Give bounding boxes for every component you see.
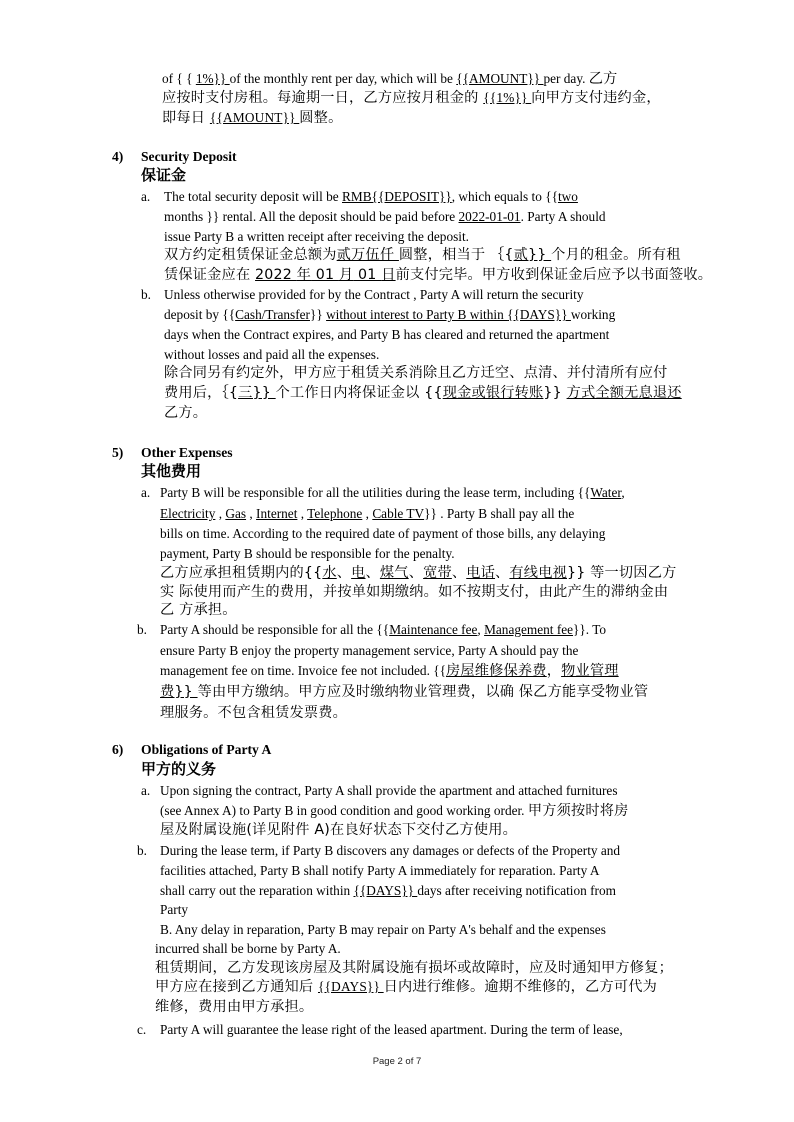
expenses-a-zh-line-3: 乙 方承担。 [160, 602, 237, 618]
management-fee: Management fee [484, 622, 574, 637]
text: 个月的租金。所有租 [551, 247, 681, 263]
text: of the monthly rent per day, which will be [229, 71, 457, 86]
placeholder-days-zh: {{DAYS}} [317, 979, 384, 994]
continuation-line-3 [162, 109, 342, 127]
placeholder-months: two [557, 189, 578, 204]
text: months }} rental. All the deposit should be paid before [164, 209, 459, 224]
text: }} 等一切因乙方 [566, 565, 677, 581]
year: 2022 [255, 267, 297, 283]
utility-gas-zh: 煤气 [379, 565, 409, 581]
text: per day. [543, 71, 589, 86]
expenses-b-en-line-3 [160, 662, 619, 680]
placeholder-amount: {{AMOUNT}} [209, 110, 300, 125]
placeholder-percent: {{1%}} [483, 90, 532, 105]
obligations-a-zh-line-1: 屋及附属设施(详见附件 A)在良好状态下交付乙方使用。 [160, 822, 517, 838]
text: 赁保证金应在 [164, 267, 256, 283]
text: , [246, 506, 257, 521]
text: 双方约定租赁保证金总额为 [164, 247, 337, 263]
section-number: 4) [112, 149, 124, 164]
obligations-a-en-line-1: Upon signing the contract, Party A shall provide the apartment and attached furnitures [160, 783, 618, 798]
utility-electricity: Electricity [160, 506, 216, 521]
text: 即每日 [162, 110, 210, 126]
obligations-b-zh-line-3: 维修，费用由甲方承担。 [155, 999, 314, 1015]
utility-water-zh: 水 [322, 565, 337, 581]
utility-internet-zh: 宽带 [423, 565, 452, 581]
item-marker: c. [137, 1022, 147, 1037]
placeholder-days: {{DAYS}} [507, 307, 571, 322]
deposit-b-en-line-2 [164, 306, 615, 324]
text: , [362, 506, 373, 521]
text: deposit by {{ [164, 307, 236, 322]
text: 日内进行维修。逾期不维修的，乙方可代为 [383, 979, 657, 995]
text: 乙方 [588, 71, 618, 87]
item-marker: b. [137, 843, 147, 858]
expenses-a-zh-line-2: 实 际使用而产生的费用，并按单如期缴纳。如不按期支付，由此产生的滞纳金由 [160, 584, 669, 600]
item-marker: b. [141, 287, 151, 302]
text: Party A should be responsible for all the {{ [160, 622, 390, 637]
obligations-b-en-line-3 [160, 882, 616, 900]
text: ， [546, 663, 562, 679]
placeholder-method: Cash/Transfer [235, 307, 310, 322]
placeholder-months-zh: 贰}} [513, 247, 552, 263]
text: . Party B shall pay all the [440, 506, 575, 521]
placeholder-days: {{DAYS}} [353, 883, 418, 898]
expenses-b-en-line-2: ensure Party B enjoy the property management service, Party A should pay the [160, 643, 579, 658]
text: 日 [381, 267, 396, 283]
placeholder-days-zh: 三}} [238, 385, 276, 401]
section-title-en: Other Expenses [141, 445, 233, 460]
text: 、 [336, 565, 352, 581]
maintenance-fee: Maintenance fee [389, 622, 478, 637]
text: 个工作日内将保证金以 {{ [275, 385, 443, 401]
deposit-amount-zh: 贰万伍仟 [336, 247, 399, 263]
utility-internet: Internet [256, 506, 298, 521]
utility-gas: Gas [225, 506, 247, 521]
deposit-a-en-line-1 [164, 188, 724, 206]
text: 圆整。 [299, 110, 343, 126]
text: The total security deposit will be [164, 189, 342, 204]
utility-cable-tv-zh: 有线电视 [509, 565, 567, 581]
item-marker: a. [141, 485, 151, 500]
deposit-b-zh-line-3: 乙方。 [164, 405, 208, 421]
deposit-a-zh-line-2 [164, 266, 712, 284]
management-fee-zh-end: 费}} [160, 684, 198, 700]
deposit-a-en-line-3: issue Party B a written receipt after receiving the deposit. [164, 229, 469, 244]
expenses-a-en-line-4: payment, Party B should be responsible for the penalty. [160, 546, 455, 561]
expenses-a-zh-line-1 [160, 564, 676, 582]
expenses-b-en-line-1 [160, 621, 606, 639]
obligations-b-en-line-4: Party [160, 902, 189, 917]
deposit-b-zh-line-2 [164, 384, 682, 402]
text: , [215, 506, 226, 521]
section-number: 5) [112, 445, 124, 460]
deposit-a-zh-line-1 [164, 246, 681, 264]
text: 、 [451, 565, 467, 581]
text: working [570, 307, 616, 322]
continuation-line-2 [162, 89, 661, 107]
continuation-line-1 [162, 70, 618, 88]
utility-cable-tv: Cable TV [372, 506, 425, 521]
item-marker: a. [141, 783, 151, 798]
text: }} [424, 506, 441, 521]
text: 、 [408, 565, 424, 581]
text: 等由甲方缴纳。甲方应及时缴纳物业管理费，以确 保乙方能享受物业管 [197, 684, 649, 700]
section-title-en: Obligations of Party A [141, 742, 272, 757]
text: }} [543, 385, 567, 401]
text: shall carry out the reparation within [160, 883, 354, 898]
obligations-c-en-line-1: Party A will guarantee the lease right of the leased apartment. During the term of lease, [160, 1022, 623, 1037]
expenses-b-zh-line-2: 理服务。不包含租赁发票费。 [160, 705, 348, 721]
deposit-date: 2022-01-01 [458, 209, 521, 224]
deposit-b-en-line-1: Unless otherwise provided for by the Contract , Party A will return the security [164, 287, 584, 302]
text: 年 [296, 267, 312, 283]
text: 乙方应承担租赁期内的{{ [160, 565, 323, 581]
text: 费用后，｛{ [164, 385, 239, 401]
text: }}. To [573, 622, 607, 637]
section-title-en: Security Deposit [141, 149, 237, 164]
text: 甲方应在接到乙方通知后 [155, 979, 318, 995]
obligations-b-en-line-6: incurred shall be borne by Party A. [155, 941, 341, 956]
day: 01 [353, 267, 382, 283]
placeholder-percent: 1%}} [195, 71, 230, 86]
text: (see Annex A) to Party B in good condition and good working order. [160, 803, 528, 818]
text: , [621, 485, 625, 500]
section-title-zh: 其他费用 [141, 462, 202, 480]
obligations-b-en-line-2: facilities attached, Party B shall notify Party A immediately for reparation. Party A [160, 863, 600, 878]
page-footer: Page 2 of 7 [372, 1056, 422, 1067]
text: Party B will be responsible for all the utilities during the lease term, including {{ [160, 485, 591, 500]
management-fee-zh: 物业管理 [561, 663, 619, 679]
utility-electricity-zh: 电 [351, 565, 366, 581]
expenses-a-en-line-3: bills on time. According to the required date of payment of those bills, any delaying [160, 526, 606, 541]
text: , [297, 506, 308, 521]
section-title-zh: 保证金 [141, 166, 187, 184]
obligations-b-zh-line-1: 租赁期间，乙方发现该房屋及其附属设施有损坏或故障时，应及时通知甲方修复； [155, 960, 673, 976]
text: }} [309, 307, 327, 322]
text: management fee on time. Invoice fee not included. {{ [160, 663, 446, 678]
text: . Party A should [520, 209, 606, 224]
month: 01 [311, 267, 339, 283]
expenses-a-en-line-1 [160, 484, 625, 502]
text: 前支付完毕。甲方收到保证金后应予以书面签收。 [395, 267, 713, 283]
text: of { { [162, 71, 196, 86]
placeholder-deposit: RMB{{DEPOSIT}} [342, 189, 452, 204]
section-number: 6) [112, 742, 124, 757]
obligations-b-en-line-5: B. Any delay in reparation, Party B may repair on Party A's behalf and the expenses [160, 922, 606, 937]
placeholder-amount: {{AMOUNT}} [456, 71, 544, 86]
text: 月 [338, 267, 354, 283]
utility-water: Water [590, 485, 622, 500]
obligations-a-en-line-2 [160, 802, 629, 820]
item-marker: a. [141, 189, 151, 204]
text: 、 [365, 565, 380, 581]
text: 圆整，相当于 ｛{ [398, 247, 514, 263]
text: 、 [495, 565, 510, 581]
expenses-b-zh-line-1 [160, 683, 648, 701]
deposit-b-en-line-4: without losses and paid all the expenses. [164, 347, 380, 362]
text: days after receiving notification from [417, 883, 616, 898]
obligations-b-zh-line-2 [155, 978, 657, 996]
obligations-b-en-line-1: During the lease term, if Party B discovers any damages or defects of the Property and [160, 843, 621, 858]
text: 应按时支付房租。每逾期一日，乙方应按月租金的 [162, 90, 484, 106]
item-marker: b. [137, 622, 147, 637]
text: 甲方须按时将房 [527, 803, 629, 819]
utility-telephone: Telephone [307, 506, 363, 521]
text: , which equals to {{ [451, 189, 558, 204]
deposit-a-en-line-2 [164, 208, 606, 226]
expenses-a-en-line-2 [160, 505, 574, 523]
placeholder-method-zh: 现金或银行转账 [442, 385, 544, 401]
text: without interest to Party B within [326, 307, 508, 322]
text: 方式全额无息退还 [566, 385, 682, 401]
section-title-zh: 甲方的义务 [141, 760, 217, 778]
maintenance-fee-zh: 房屋维修保养费 [445, 663, 547, 679]
utility-telephone-zh: 电话 [466, 565, 496, 581]
deposit-b-zh-line-1: 除合同另有约定外，甲方应于租赁关系消除且乙方迁空、点清、并付清所有应付 [164, 365, 668, 381]
deposit-b-en-line-3: days when the Contract expires, and Party B has cleared and returned the apartment [164, 327, 610, 342]
text: , [477, 622, 485, 637]
text: 向甲方支付违约金， [531, 90, 661, 106]
